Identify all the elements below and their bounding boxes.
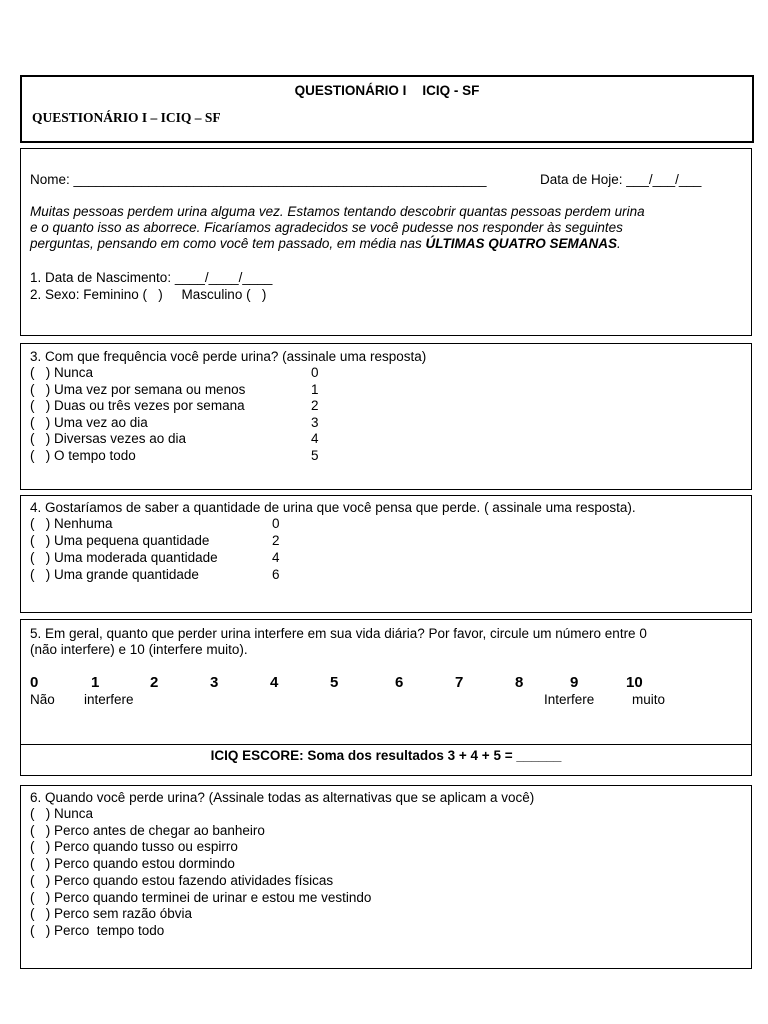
answer-score: 3 — [311, 414, 319, 430]
scale-number[interactable]: 4 — [270, 674, 279, 691]
scale-number[interactable]: 1 — [91, 674, 100, 691]
scale-number[interactable]: 8 — [515, 674, 524, 691]
answer-option[interactable]: ( ) Perco quando estou fazendo atividades físicas — [30, 872, 334, 888]
question-6-box — [20, 785, 752, 969]
answer-score: 4 — [311, 431, 319, 447]
form-title: QUESTIONÁRIO I ICIQ - SF — [294, 83, 480, 98]
answer-option[interactable]: ( ) Perco tempo todo — [30, 922, 165, 938]
question-6-text: 6. Quando você perde urina? (Assinale todas as alternativas que se aplicam a você) — [30, 790, 535, 805]
scale-label-interfere-high: Interfere — [544, 692, 595, 707]
scale-number[interactable]: 3 — [210, 674, 219, 691]
intro-box — [20, 148, 752, 336]
answer-option[interactable]: ( ) Nunca — [30, 365, 94, 380]
scale-number[interactable]: 10 — [626, 674, 643, 691]
question-4-box — [20, 495, 752, 613]
answer-option[interactable]: ( ) Perco quando terminei de urinar e estou me vestindo — [30, 889, 372, 905]
answer-option[interactable]: ( ) O tempo todo — [30, 448, 136, 463]
scale-number[interactable]: 6 — [395, 674, 404, 691]
scale-number[interactable]: 2 — [150, 674, 159, 691]
intro-paragraph-line-2: e o quanto isso as aborrece. Ficaríamos agradecidos se você pudesse nos responder às seguintes — [30, 220, 623, 235]
answer-option[interactable]: ( ) Uma vez por semana ou menos — [30, 381, 246, 397]
answer-option[interactable]: ( ) Nunca — [30, 806, 94, 821]
answer-option[interactable]: ( ) Perco sem razão óbvia — [30, 906, 193, 922]
scale-label-interfere-low: interfere — [84, 692, 134, 707]
scale-number[interactable]: 5 — [330, 674, 339, 691]
answer-option[interactable]: ( ) Uma pequena quantidade — [30, 533, 210, 548]
iciq-score-line[interactable]: ICIQ ESCORE: Soma dos resultados 3 + 4 + 5 = ______ — [210, 748, 562, 763]
question-5-text-line-1: 5. Em geral, quanto que perder urina interfere em sua vida diária? Por favor, circule um número entre 0 — [30, 626, 647, 641]
answer-option[interactable]: ( ) Perco antes de chegar ao banheiro — [30, 822, 265, 838]
answer-option[interactable]: ( ) Diversas vezes ao dia — [30, 431, 187, 447]
form-subtitle: QUESTIONÁRIO I – ICIQ – SF — [32, 110, 221, 125]
question-4-text: 4. Gostaríamos de saber a quantidade de urina que você pensa que perde. ( assinale uma resposta). — [30, 500, 636, 515]
answer-option[interactable]: ( ) Perco quando estou dormindo — [30, 856, 235, 872]
answer-score: 5 — [311, 448, 319, 463]
scale-number[interactable]: 9 — [570, 674, 579, 691]
scale-number[interactable]: 7 — [455, 674, 464, 691]
question-3-box — [20, 343, 752, 490]
intro-paragraph-line-3: perguntas, pensando em como você tem passado, em média nas ÚLTIMAS QUATRO SEMANAS. — [30, 236, 621, 251]
header-box — [20, 75, 754, 143]
intro-paragraph-line-1: Muitas pessoas perdem urina alguma vez. Estamos tentando descobrir quantas pessoas perdem urina — [30, 204, 645, 219]
answer-score: 6 — [272, 567, 280, 582]
answer-score: 2 — [272, 533, 280, 548]
birth-date-field[interactable]: 1. Data de Nascimento: ____/____/____ — [30, 270, 273, 285]
answer-option[interactable]: ( ) Uma moderada quantidade — [30, 550, 218, 565]
answer-option[interactable]: ( ) Uma vez ao dia — [30, 414, 148, 430]
date-field[interactable]: Data de Hoje: ___/___/___ — [540, 172, 702, 187]
answer-option[interactable]: ( ) Perco quando tusso ou espirro — [30, 839, 238, 855]
question-3-text: 3. Com que frequência você perde urina? (assinale uma resposta) — [30, 349, 427, 364]
scale-label-nao: Não — [30, 692, 55, 707]
scale-number[interactable]: 0 — [30, 674, 39, 691]
answer-option[interactable]: ( ) Duas ou três vezes por semana — [30, 398, 245, 414]
scale-label-muito: muito — [632, 692, 666, 707]
answer-score: 4 — [272, 550, 280, 565]
sex-field[interactable]: 2. Sexo: Feminino ( ) Masculino ( ) — [30, 287, 267, 302]
name-field[interactable]: Nome: _______________________________________________________ — [30, 172, 487, 187]
score-divider — [21, 744, 751, 745]
answer-score: 1 — [311, 381, 319, 397]
answer-option[interactable]: ( ) Nenhuma — [30, 516, 113, 531]
answer-option[interactable]: ( ) Uma grande quantidade — [30, 567, 199, 582]
question-5-box — [20, 619, 752, 776]
answer-score: 0 — [272, 516, 280, 531]
answer-score: 0 — [311, 365, 319, 380]
question-5-text-line-2: (não interfere) e 10 (interfere muito). — [30, 642, 248, 657]
answer-score: 2 — [311, 398, 319, 414]
